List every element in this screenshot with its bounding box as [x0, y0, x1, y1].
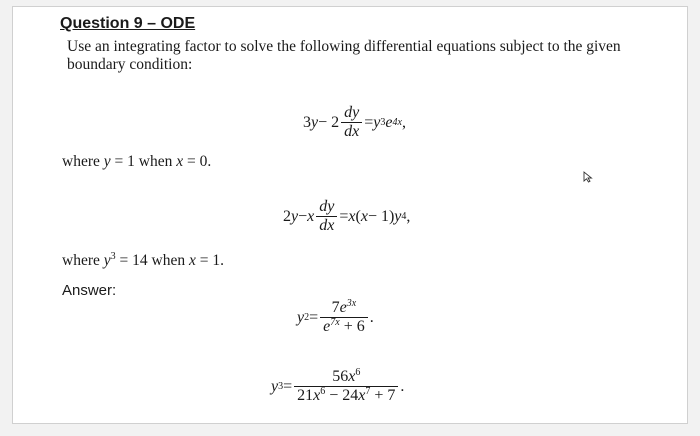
ans2-y: y	[271, 377, 279, 395]
ans1-num-exp: 3x	[346, 298, 357, 309]
question-heading: Question 9 – ODE	[60, 15, 196, 32]
answer-1: y 2 = $\frac{7e^{3x}}{e^{7x} + 6}$ .	[297, 298, 374, 335]
answer-2: y 3 = $\frac{56x^6}{21x^6 - 24x^7 + 7}$ .	[271, 367, 405, 404]
ans1-denominator	[320, 317, 368, 335]
eq2-rhs-x2: x	[360, 207, 368, 225]
eq1-minus-two: − 2	[318, 113, 340, 131]
cond2-where: where	[62, 252, 104, 269]
cond1-eq: = 1 when	[110, 153, 177, 170]
answer-label: Answer:	[62, 282, 117, 299]
ans2-den-x2: x	[358, 387, 366, 404]
eq2-derivative	[316, 199, 337, 234]
eq2-rhs-x: x	[348, 207, 356, 225]
eq1-coef: 3	[303, 113, 311, 131]
eq2-rhs-y: y	[394, 207, 402, 225]
condition-2	[62, 252, 224, 270]
ans1-equals: =	[309, 308, 319, 326]
ans2-equals: =	[283, 377, 293, 395]
ans2-denominator	[294, 386, 398, 404]
ans2-num-exp: 6	[355, 367, 361, 378]
ans2-den-b: − 24	[325, 387, 359, 404]
ans2-trail: .	[400, 377, 405, 395]
ans2-num-x: x	[348, 368, 356, 385]
eq1-dx: dx	[341, 122, 362, 140]
ans2-den-a: 21	[297, 387, 314, 404]
ans2-den-c: + 7	[370, 387, 396, 404]
eq1-y: y	[311, 113, 319, 131]
cond1-val: = 0.	[183, 153, 212, 170]
cond2-val: = 1.	[195, 252, 224, 269]
eq2-y: y	[291, 207, 299, 225]
ans2-den-exp2: 7	[365, 386, 371, 397]
eq2-rhs-tail: − 1)	[367, 207, 395, 225]
ans1-trail: .	[369, 308, 374, 326]
eq1-rhs-y: y	[373, 113, 381, 131]
ans1-den-tail: + 6	[339, 318, 365, 335]
ans1-numerator	[329, 300, 360, 317]
eq2-rhs-paren: (	[355, 207, 361, 225]
eq2-equals: =	[339, 207, 349, 225]
ans1-fraction	[320, 300, 368, 335]
ans1-den-exp: 7x	[330, 317, 340, 328]
ans2-fraction	[294, 369, 398, 404]
ans2-den-exp1: 6	[320, 386, 326, 397]
eq1-rhs-e: e	[385, 113, 393, 131]
eq1-trail: ,	[401, 113, 406, 131]
cond1-where: where	[62, 153, 104, 170]
eq1-derivative	[341, 105, 362, 140]
eq2-trail: ,	[406, 207, 411, 225]
mouse-cursor-icon	[583, 171, 593, 183]
cond1-x: x	[176, 153, 184, 170]
eq2-x: x	[307, 207, 315, 225]
cond2-x: x	[188, 252, 196, 269]
question-instructions: Use an integrating factor to solve the following differential equations subject to the given boundary condition:	[67, 38, 621, 73]
ans1-num-e: e	[339, 299, 347, 316]
eq1-dy: dy	[344, 104, 360, 121]
cond2-y: y	[103, 252, 111, 269]
question-panel	[12, 6, 688, 424]
eq2-two: 2	[283, 207, 291, 225]
ans2-den-x1: x	[313, 387, 321, 404]
condition-1	[62, 153, 211, 171]
eq1-equals: =	[364, 113, 374, 131]
cond2-eq: = 14 when	[115, 252, 189, 269]
cond1-y: y	[103, 153, 111, 170]
cond2-exp: 3	[110, 251, 116, 262]
equation-2: 2 y − x $\frac{dy}{dx}$ = x ( x − 1) y 4 ,	[283, 198, 411, 234]
eq2-dy: dy	[319, 198, 335, 215]
ans2-numerator	[329, 369, 363, 386]
ans2-num-coef: 56	[332, 368, 349, 385]
eq2-minus: −	[298, 207, 308, 225]
ans1-y: y	[297, 308, 305, 326]
equation-1: 3 y − 2 $\frac{dy}{dx}$ = y 3 e 4x ,	[303, 104, 406, 140]
ans1-den-e: e	[323, 318, 331, 335]
ans1-num-coef: 7	[331, 299, 340, 316]
eq2-dx: dx	[316, 216, 337, 234]
